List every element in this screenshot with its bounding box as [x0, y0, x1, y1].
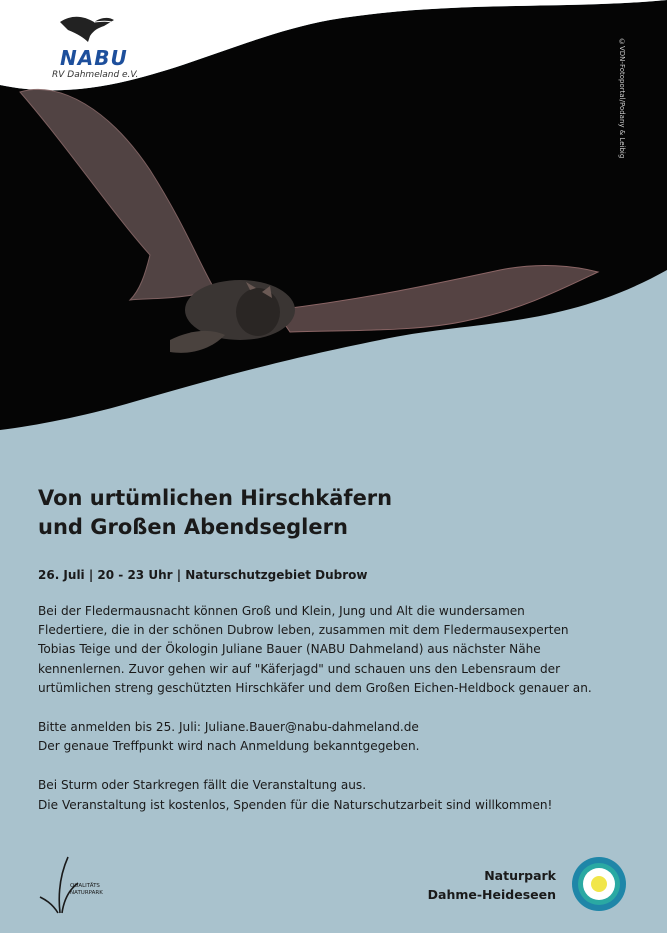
registration-line: Bitte anmelden bis 25. Juli: Juliane.Bauer@nabu-dahmeland.de	[38, 720, 419, 735]
notice-line: Die Veranstaltung ist kostenlos, Spenden für die Naturschutzarbeit sind willkommen!	[38, 797, 553, 812]
para1-line: Fledertiere, die in der schönen Dubrow leben, zusammen mit dem Fledermausexperten	[38, 623, 569, 638]
logo-name: NABU	[60, 46, 128, 70]
qual-line-1: QUALITÄTS	[70, 883, 100, 889]
para1-line: kennenlernen. Zuvor gehen wir auf "Käferjagd" und schauen uns den Lebensraum der	[38, 661, 561, 676]
notice-paragraph	[38, 776, 638, 814]
event-meta: 26. Juli | 20 - 23 Uhr | Naturschutzgebiet Dubrow	[38, 568, 368, 582]
registration-line: Der genaue Treffpunkt wird nach Anmeldung bekanntgegeben.	[38, 739, 420, 754]
logo-subtitle: RV Dahmeland e.V.	[52, 70, 139, 80]
qual-line-2: NATURPARK	[70, 890, 103, 896]
stork-icon	[60, 17, 114, 42]
title-line-2: und Großen Abendseglern	[38, 515, 348, 539]
photo-credit: ©VDN-Fotoportal/Podany & Leibig	[618, 38, 626, 159]
para1-line: Tobias Teige und der Ökologin Juliane Bauer (NABU Dahmeland) aus nächster Nähe	[38, 642, 541, 657]
park-line-1: Naturpark	[484, 868, 556, 883]
naturpark-circle-logo	[571, 856, 627, 912]
page-title	[38, 484, 638, 542]
para1-line: urtümlichen streng geschützten Hirschkäfer und dem Großen Eichen-Heldbock genauer an.	[38, 680, 592, 695]
main-content	[38, 484, 638, 815]
title-line-1: Von urtümlichen Hirschkäfern	[38, 486, 393, 510]
park-line-2: Dahme-Heideseen	[427, 887, 556, 902]
para1-line: Bei der Fledermausnacht können Groß und Klein, Jung und Alt die wundersamen	[38, 604, 525, 618]
description-paragraph	[38, 602, 638, 698]
notice-line: Bei Sturm oder Starkregen fällt die Veranstaltung aus.	[38, 778, 367, 793]
registration-paragraph	[38, 718, 638, 756]
qualitaets-naturpark-logo	[38, 855, 108, 915]
naturpark-name	[416, 866, 556, 904]
